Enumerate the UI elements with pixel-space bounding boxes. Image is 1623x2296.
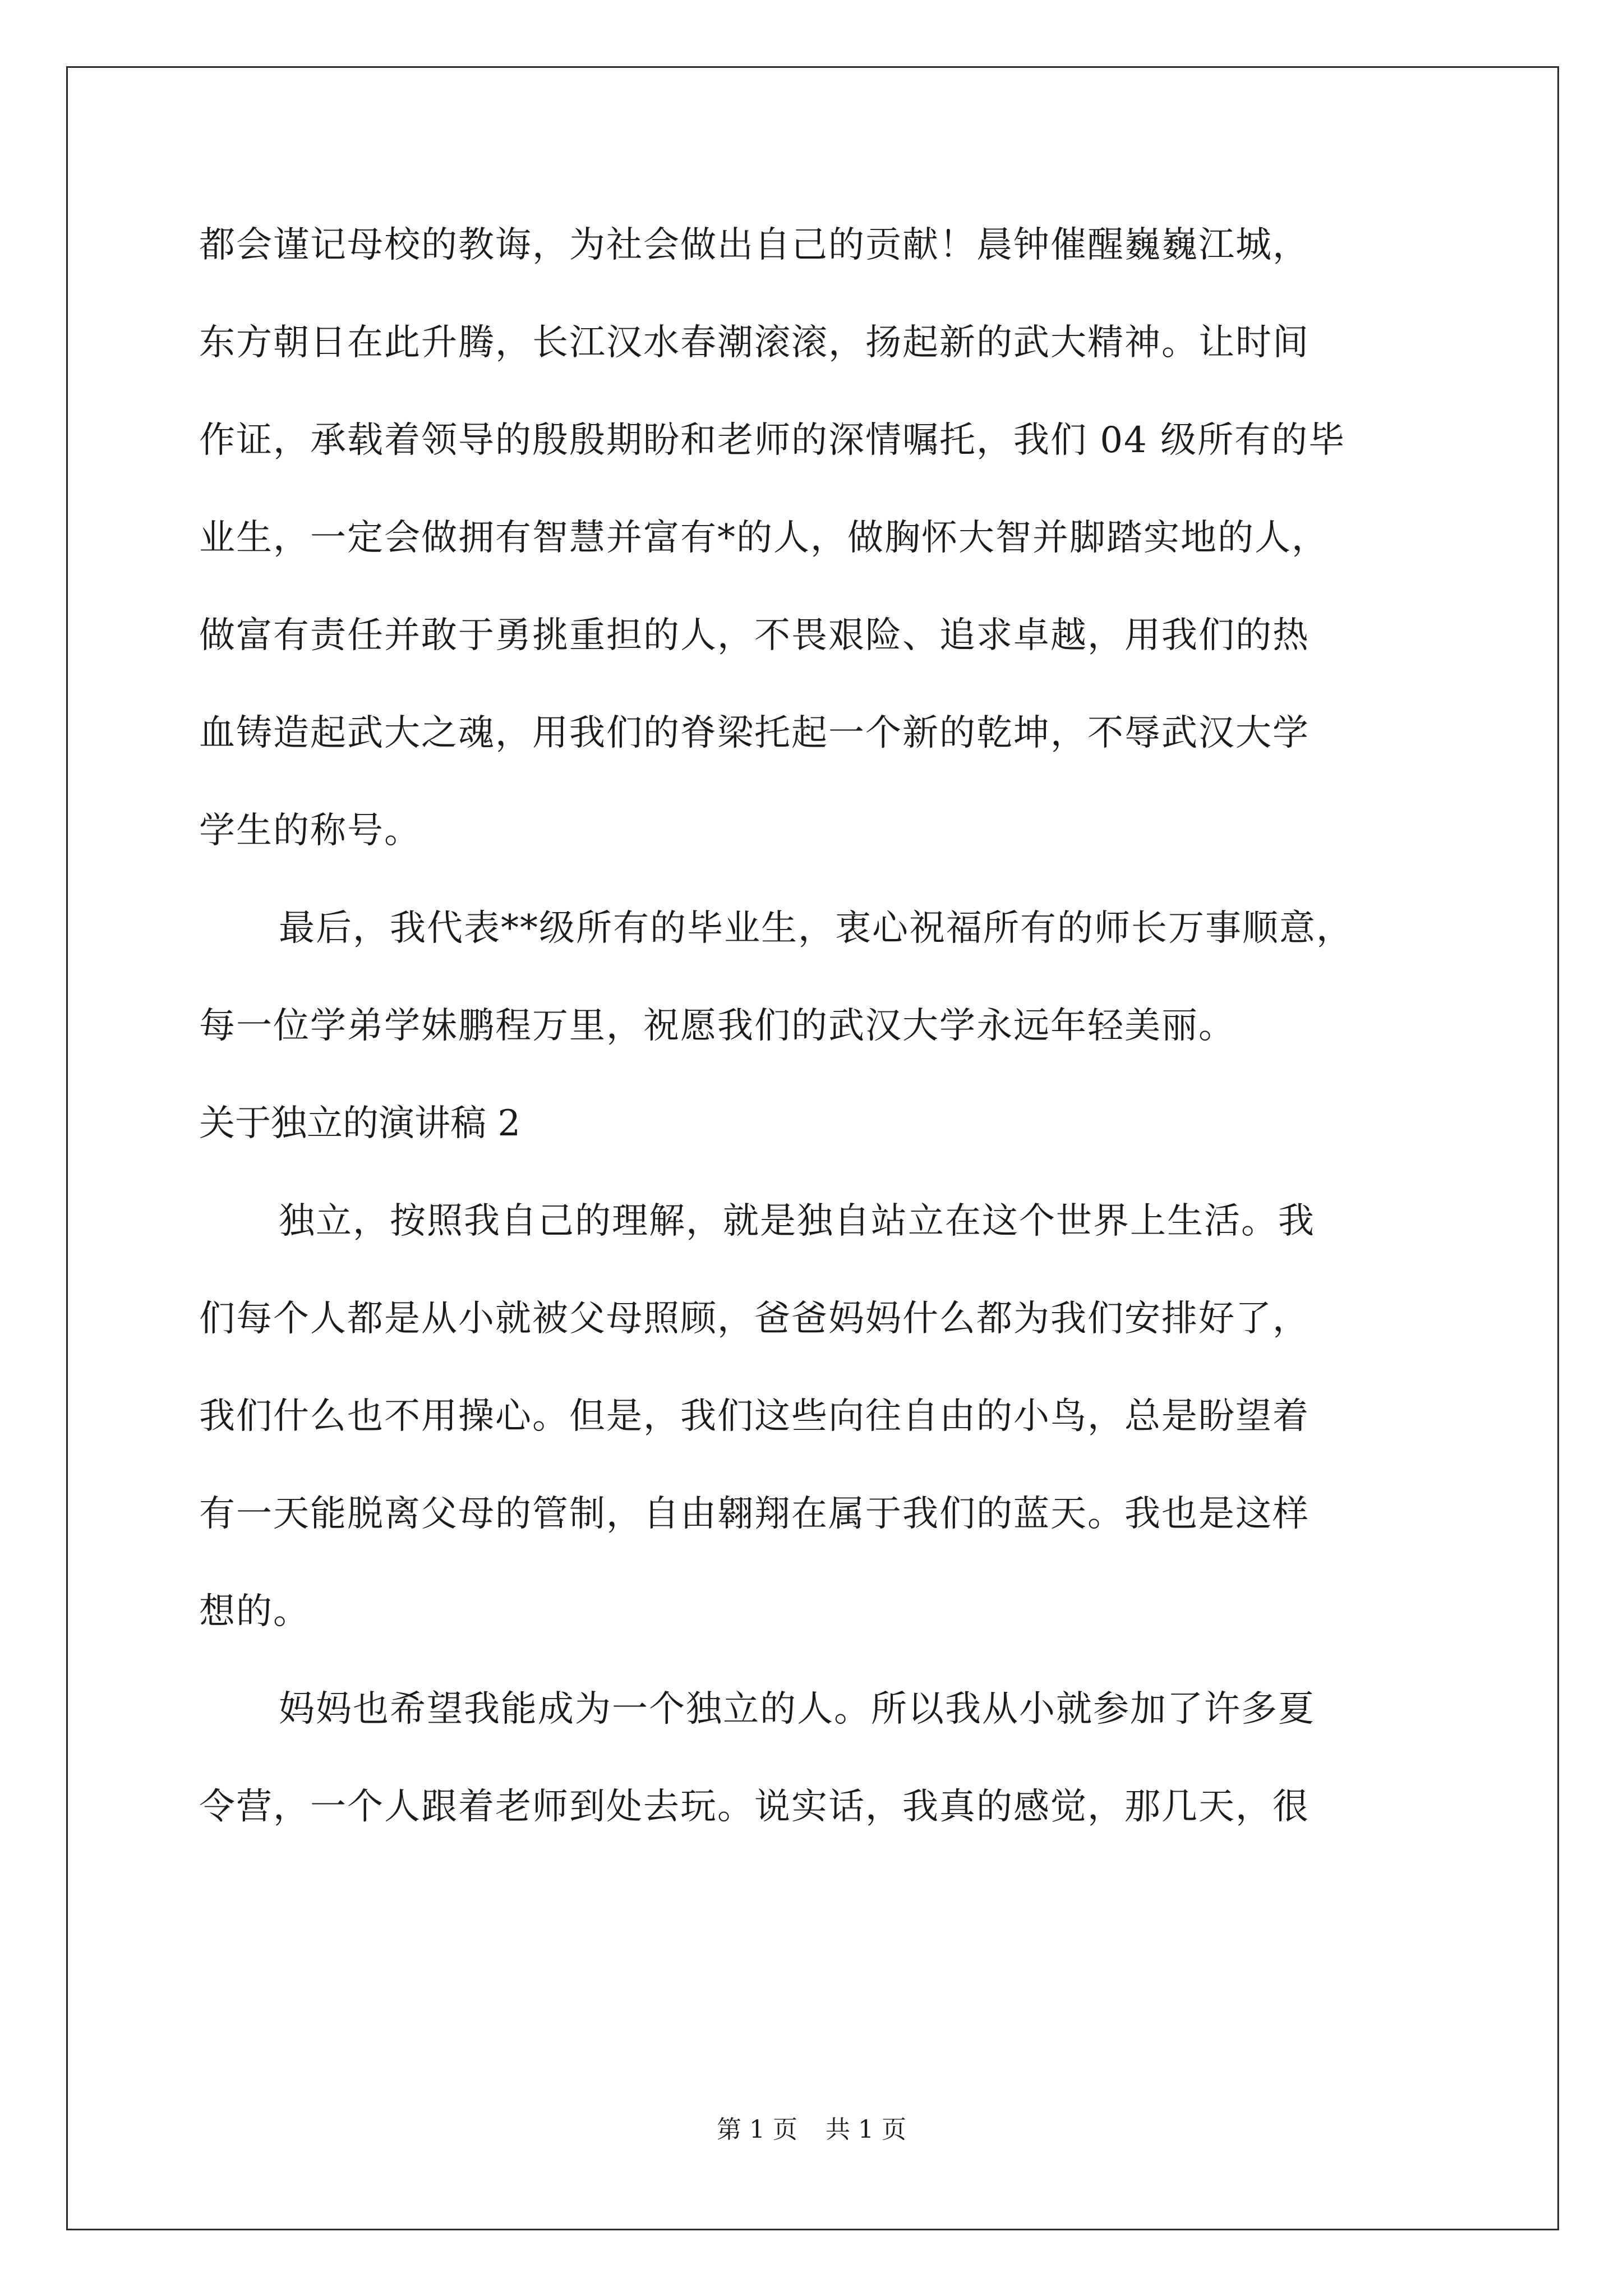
text-line: 作证，承载着领导的殷殷期盼和老师的深情嘱托，我们 04 级所有的毕	[199, 420, 1346, 461]
text-line: 业生，一定会做拥有智慧并富有*的人，做胸怀大智并脚踏实地的人，	[199, 517, 1329, 559]
text-line: 血铸造起武大之魂，用我们的脊梁托起一个新的乾坤，不辱武汉大学	[199, 712, 1310, 754]
text-line: 每一位学弟学妹鹏程万里，祝愿我们的武汉大学永远年轻美丽。	[199, 1005, 1235, 1047]
text-line: 想的。	[199, 1591, 310, 1632]
text-line: 学生的称号。	[199, 810, 421, 852]
text-line: 独立，按照我自己的理解，就是独自站立在这个世界上生活。我	[279, 1200, 1315, 1242]
page-total: 共 1 页	[826, 2115, 906, 2144]
text-line: 最后，我代表**级所有的毕业生，衷心祝福所有的师长万事顺意，	[279, 908, 1353, 949]
section-heading: 关于独立的演讲稿 2	[199, 1103, 521, 1144]
text-line: 都会谨记母校的教诲，为社会做出自己的贡献！晨钟催醒巍巍江城，	[199, 224, 1310, 266]
text-line: 我们什么也不用操心。但是，我们这些向往自由的小鸟，总是盼望着	[199, 1396, 1310, 1437]
text-line: 做富有责任并敢于勇挑重担的人，不畏艰险、追求卓越，用我们的热	[199, 615, 1310, 656]
text-line: 有一天能脱离父母的管制，自由翱翔在属于我们的蓝天。我也是这样	[199, 1493, 1310, 1535]
text-line: 妈妈也希望我能成为一个独立的人。所以我从小就参加了许多夏	[279, 1688, 1315, 1730]
page-footer	[0, 2109, 1623, 2145]
page-number: 第 1 页	[717, 2115, 797, 2144]
text-line: 们每个人都是从小就被父母照顾，爸爸妈妈什么都为我们安排好了，	[199, 1298, 1310, 1340]
text-line: 令营，一个人跟着老师到处去玩。说实话，我真的感觉，那几天，很	[199, 1786, 1310, 1828]
text-line: 东方朝日在此升腾，长江汉水春潮滚滚，扬起新的武大精神。让时间	[199, 322, 1310, 364]
document-body	[199, 196, 1461, 1856]
